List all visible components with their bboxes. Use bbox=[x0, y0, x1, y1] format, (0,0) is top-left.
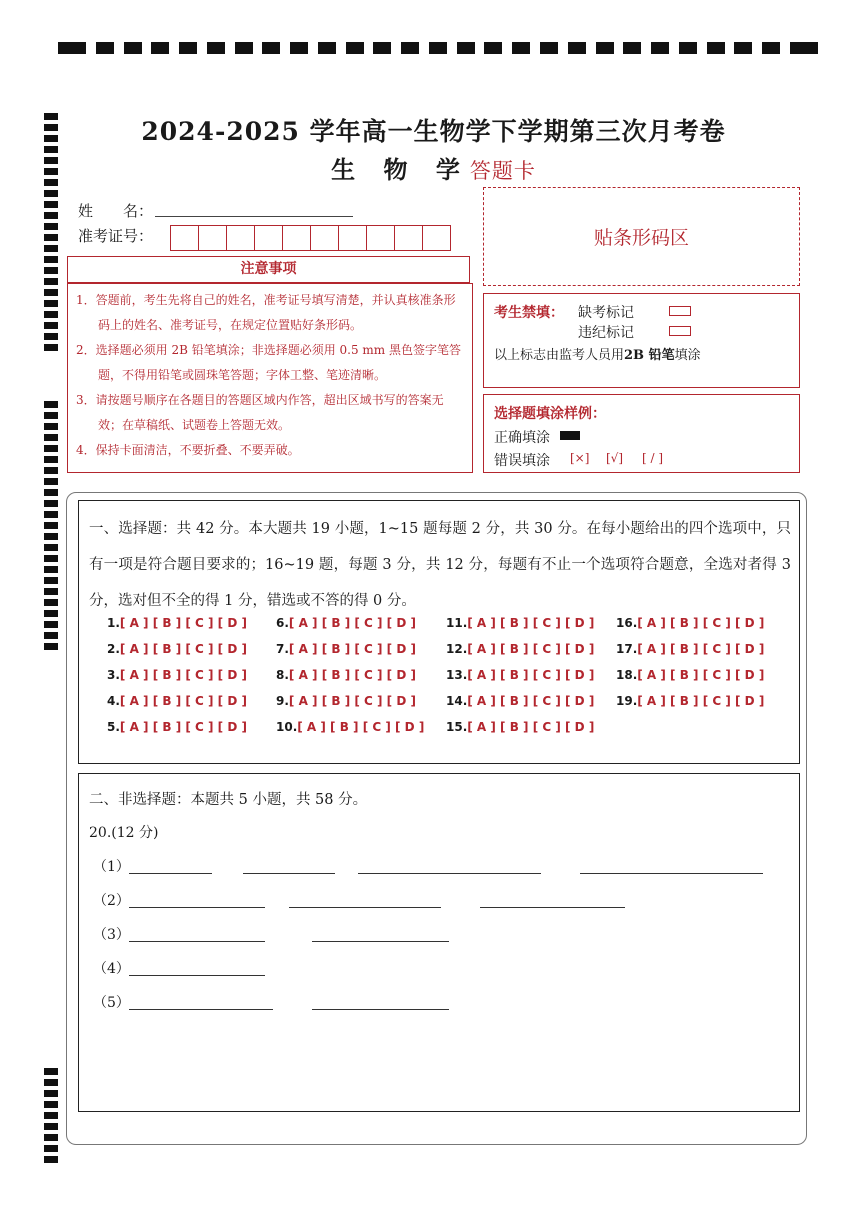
wrong-fill-label: 错误填涂 bbox=[494, 453, 550, 469]
forbidden-label: 考生禁填： bbox=[494, 305, 564, 321]
correct-fill-mark bbox=[560, 431, 580, 440]
choice-instruction: 一、选择题：共 42 分。本大题共 19 小题，1~15 题每题 2 分，共 30 分。在每小题给出的四个选项中，只有一项是符合题目要求的；16~19 题，每题 3 分，共 12 分，每题有不止一个选项符合题意，全选对者得 3 分，选对但不全的得 1 分，错选或不答的得 0 分。 bbox=[89, 521, 791, 609]
notice-item-3: 3．请按题号顺序在各题目的答题区域内作答，超出区域书写的答案无效；在草稿纸、试题卷上答题无效。 bbox=[76, 393, 444, 432]
section-non-choice bbox=[78, 773, 800, 1112]
name-label: 姓 名： bbox=[78, 202, 154, 220]
wrong-mark-3: [ / ] bbox=[642, 451, 664, 465]
question-10[interactable]: 10.[ A ] [ B ] [ C ] [ D ] bbox=[276, 720, 425, 734]
notice-item-4: 4．保持卡面清洁，不要折叠、不要弄破。 bbox=[76, 443, 300, 457]
answer-line-2b[interactable] bbox=[289, 907, 441, 908]
question-7[interactable]: 7.[ A ] [ B ] [ C ] [ D ] bbox=[276, 642, 416, 656]
question-12[interactable]: 12.[ A ] [ B ] [ C ] [ D ] bbox=[446, 642, 595, 656]
answer-line-1b[interactable] bbox=[243, 873, 335, 874]
question-18[interactable]: 18.[ A ] [ B ] [ C ] [ D ] bbox=[616, 668, 765, 682]
answer-line-5a[interactable] bbox=[129, 1009, 273, 1010]
violation-label: 违纪标记 bbox=[578, 325, 634, 341]
timing-marks-left-2 bbox=[44, 401, 58, 654]
forbidden-note: 以上标志由监考人员用2B 铅笔填涂 bbox=[494, 348, 701, 363]
question-5[interactable]: 5.[ A ] [ B ] [ C ] [ D ] bbox=[107, 720, 247, 734]
section-choice bbox=[78, 500, 800, 764]
timing-marks-top bbox=[58, 42, 818, 54]
blank-label-4: （4） bbox=[93, 961, 130, 977]
non-choice-heading: 二、非选择题：本题共 5 小题，共 58 分。 bbox=[89, 792, 368, 808]
question-8[interactable]: 8.[ A ] [ B ] [ C ] [ D ] bbox=[276, 668, 416, 682]
question-17[interactable]: 17.[ A ] [ B ] [ C ] [ D ] bbox=[616, 642, 765, 656]
absent-mark-box[interactable] bbox=[669, 306, 691, 316]
answer-line-5b[interactable] bbox=[312, 1009, 449, 1010]
name-field[interactable] bbox=[155, 216, 353, 217]
notice-item-1: 1．答题前，考生先将自己的姓名，准考证号填写清楚，并认真核准条形码上的姓名、准考证号，在规定位置贴好条形码。 bbox=[76, 293, 456, 332]
blank-label-2: （2） bbox=[93, 893, 130, 909]
exam-title: 2024-2025 学年高一生物学下学期第三次月考卷 bbox=[141, 117, 726, 146]
absent-label: 缺考标记 bbox=[578, 305, 634, 321]
question-9[interactable]: 9.[ A ] [ B ] [ C ] [ D ] bbox=[276, 694, 416, 708]
fill-sample-box bbox=[483, 394, 800, 473]
question-13[interactable]: 13.[ A ] [ B ] [ C ] [ D ] bbox=[446, 668, 595, 682]
question-15[interactable]: 15.[ A ] [ B ] [ C ] [ D ] bbox=[446, 720, 595, 734]
id-number-boxes[interactable] bbox=[170, 225, 451, 251]
answer-line-2a[interactable] bbox=[129, 907, 265, 908]
question-6[interactable]: 6.[ A ] [ B ] [ C ] [ D ] bbox=[276, 616, 416, 630]
card-label: 答题卡 bbox=[469, 159, 536, 183]
id-label: 准考证号： bbox=[78, 227, 154, 245]
barcode-area: 贴条形码区 bbox=[483, 187, 800, 286]
subject-name: 生 物 学 bbox=[331, 155, 470, 184]
notice-box bbox=[67, 283, 473, 473]
blank-label-3: （3） bbox=[93, 927, 130, 943]
question-4[interactable]: 4.[ A ] [ B ] [ C ] [ D ] bbox=[107, 694, 247, 708]
answer-line-1d[interactable] bbox=[580, 873, 763, 874]
question-20-label: 20.(12 分) bbox=[89, 825, 159, 841]
question-19[interactable]: 19.[ A ] [ B ] [ C ] [ D ] bbox=[616, 694, 765, 708]
question-3[interactable]: 3.[ A ] [ B ] [ C ] [ D ] bbox=[107, 668, 247, 682]
timing-marks-left-3 bbox=[44, 1068, 58, 1167]
notice-item-2: 2．选择题必须用 2B 铅笔填涂；非选择题必须用 0.5 mm 黑色签字笔答题，不得用铅笔或圆珠笔答题；字体工整、笔迹清晰。 bbox=[76, 343, 462, 382]
answer-line-2c[interactable] bbox=[480, 907, 625, 908]
forbidden-box bbox=[483, 293, 800, 388]
question-2[interactable]: 2.[ A ] [ B ] [ C ] [ D ] bbox=[107, 642, 247, 656]
wrong-mark-2: [√] bbox=[606, 451, 624, 465]
answer-line-1c[interactable] bbox=[358, 873, 541, 874]
correct-fill-label: 正确填涂 bbox=[494, 430, 550, 446]
question-11[interactable]: 11.[ A ] [ B ] [ C ] [ D ] bbox=[446, 616, 595, 630]
question-16[interactable]: 16.[ A ] [ B ] [ C ] [ D ] bbox=[616, 616, 765, 630]
answer-line-4a[interactable] bbox=[129, 975, 265, 976]
sample-title: 选择题填涂样例： bbox=[494, 406, 606, 422]
notice-title: 注意事项 bbox=[67, 256, 470, 283]
violation-mark-box[interactable] bbox=[669, 326, 691, 336]
answer-line-3a[interactable] bbox=[129, 941, 265, 942]
answer-line-3b[interactable] bbox=[312, 941, 449, 942]
blank-label-1: （1） bbox=[93, 859, 130, 875]
question-1[interactable]: 1.[ A ] [ B ] [ C ] [ D ] bbox=[107, 616, 247, 630]
wrong-mark-1: [×] bbox=[570, 451, 590, 465]
answer-line-1a[interactable] bbox=[129, 873, 212, 874]
question-14[interactable]: 14.[ A ] [ B ] [ C ] [ D ] bbox=[446, 694, 595, 708]
subject-title bbox=[0, 150, 867, 185]
blank-label-5: （5） bbox=[93, 995, 130, 1011]
